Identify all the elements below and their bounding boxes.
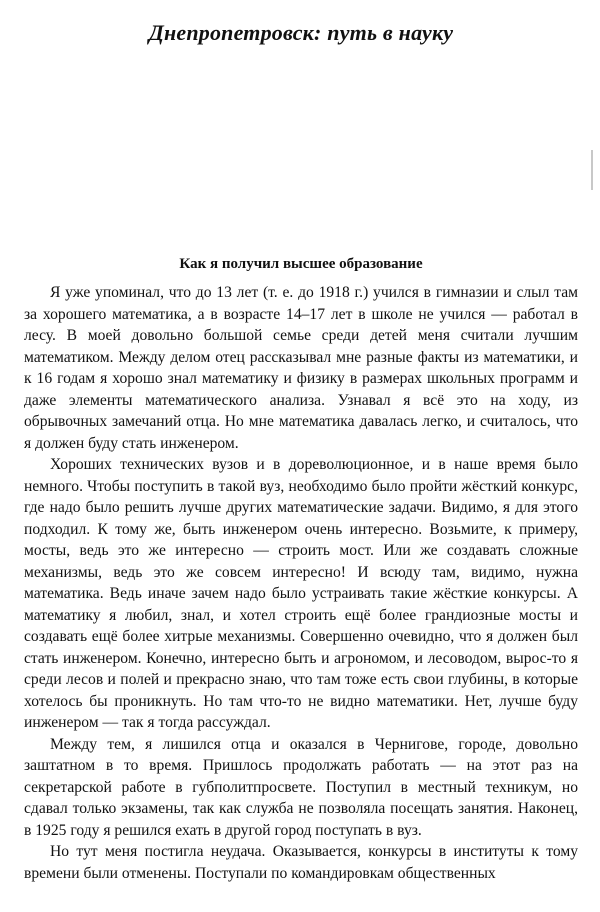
paragraph-3: Между тем, я лишился отца и оказался в Чернигове, городе, довольно заштатном в то время. Пришлось продолжать работать — на этот раз на секретарской работе в губполитпросвете. Поступил в местный техникум, но сдавал только экзамены, так как служба не позволяла посещать занятия. Наконец, в 1925 году я решился ехать в другой город поступать в вуз. [24, 735, 578, 839]
body-text [24, 282, 578, 884]
chapter-title: Днепропетровск: путь в науку [148, 20, 454, 45]
paragraph-2: Хороших технических вузов и в дореволюционное, и в наше время было немного. Чтобы поступить в такой вуз, необходимо было пройти жёсткий конкурс, где надо было решить лучше других математические задачи. Видимо, я для этого подходил. К тому же, быть инженером очень интересно. Возьмите, к примеру, мосты, ведь это же интересно — строить мост. Или же создавать сложные механизмы, ведь это же совсем интересно! И всюду там, видимо, нужна математика. Ведь иначе зачем надо было устраивать такие жёсткие конкурсы. А математику я любил, знал, и хотел строить ещё более грандиозные мосты и создавать ещё более хитрые механизмы. Совершенно очевидно, что я должен был стать инженером. Конечно, интересно быть и агрономом, и лесоводом, вырос-то я среди лесов и полей и прекрасно знаю, что там тоже есть свои глубины, в которые хотелось бы проникнуть. Но там что-то не видно математики. Нет, лучше буду инженером — так я тогда рассуждал. [24, 456, 578, 731]
scan-edge-mark [591, 150, 593, 190]
paragraph-4: Но тут меня постигла неудача. Оказывается, конкурсы в институты к тому времени были отменены. Поступали по командировкам общественных [24, 843, 578, 882]
section-title: Как я получил высшее образование [179, 256, 423, 272]
book-page [24, 0, 578, 912]
paragraph-1: Я уже упоминал, что до 13 лет (т. е. до 1918 г.) учился в гимназии и слыл там за хорошего математика, а в возрасте 14–17 лет в школе не учился — работал в лесу. В моей довольно большой семье среди детей меня считали лучшим математиком. Между делом отец рассказывал мне разные факты из математики, и к 16 годам я хорошо знал математику и физику в размерах школьных программ и даже элементы математического анализа. Узнавал я всё это на ходу, из обрывочных замечаний отца. Но мне математика давалась легко, и считалось, что я должен буду стать инженером. [24, 284, 578, 452]
